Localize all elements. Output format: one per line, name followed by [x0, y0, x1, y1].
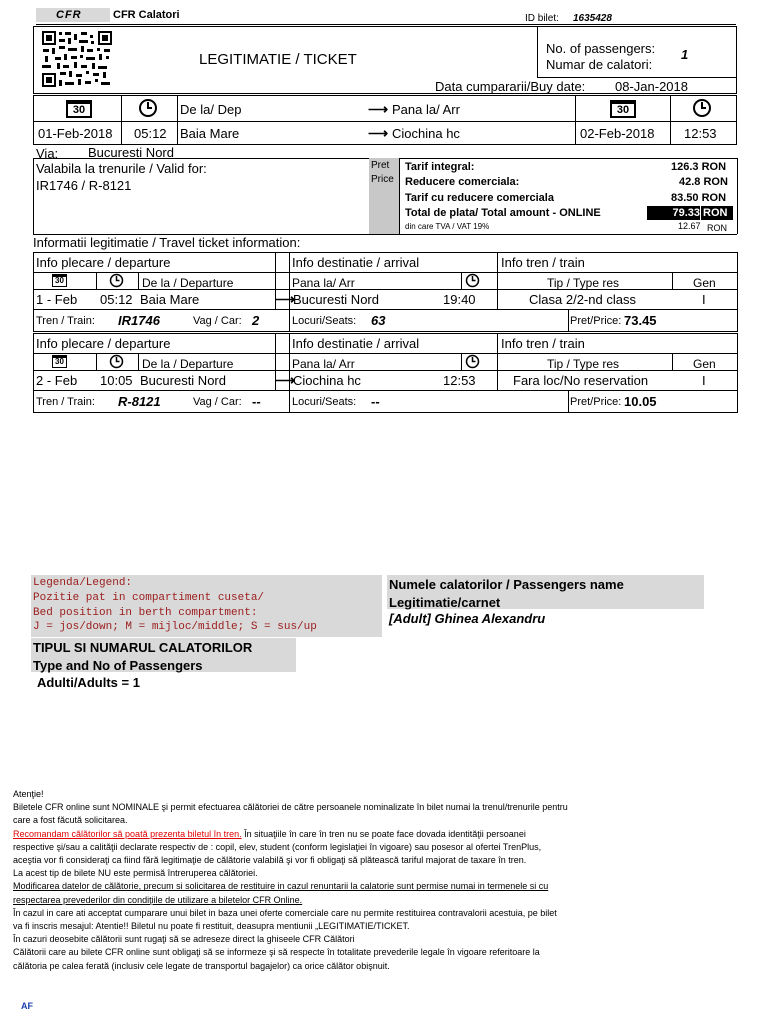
warning-line: La acest tip de bilete NU este permisă întreruperea călătoriei. — [13, 868, 258, 879]
warning-line: Biletele CFR online sunt NOMINALE şi permit efectuarea călătoriei de către persoanele nominalizate în bilet numai la trenul/trenurile pentru — [13, 802, 568, 813]
seg2-time: 10:05 — [100, 373, 133, 388]
seg2-gen: I — [702, 373, 706, 388]
travel-info-title: Informatii legitimatie / Travel ticket information: — [33, 235, 301, 250]
arr-calendar-icon: 30 — [610, 100, 636, 118]
seg1-calendar-icon: 30 — [52, 274, 67, 287]
valid-trains: IR1746 / R-8121 — [36, 178, 132, 193]
warning-text — [13, 788, 653, 973]
seg1-arr-col: Pana la/ Arr — [292, 276, 355, 290]
seg2-type-col: Tip / Type res — [547, 357, 620, 371]
seg2-arr-clock-icon — [465, 354, 480, 369]
seg2-train-header: Info tren / train — [501, 336, 585, 351]
seg1-train-label: Tren / Train: — [36, 315, 95, 327]
price-row-label: Reducere comerciala: — [405, 176, 520, 188]
qr-code — [41, 30, 113, 88]
warning-line: În cazul in care ati acceptat cumparare unui bilet in baza unei oferte comerciale care nu permite restituirea contravalorii acestuia, pe bilet — [13, 907, 557, 918]
total-value: 79.33 — [647, 206, 700, 220]
dep-label: De la/ Dep — [180, 102, 242, 117]
seg1-type-col: Tip / Type res — [547, 276, 620, 290]
dep-clock-icon — [138, 98, 158, 118]
seg1-to: Bucuresti Nord — [293, 292, 379, 307]
warning-line: În cazuri deosebite călătorii sunt rugaţi să se adreseze direct la ghiseele CFR Călători — [13, 934, 355, 945]
seg2-seats: -- — [371, 394, 380, 409]
total-label: Total de plata/ Total amount - ONLINE — [405, 207, 601, 219]
passengers-title: Numele calatorilor / Passengers name — [389, 577, 624, 592]
arrow-right-icon: ⟶ — [275, 372, 296, 388]
company-name: CFR Calatori — [113, 9, 180, 21]
vat-label: din care TVA / VAT 19% — [405, 222, 490, 231]
vat-currency: RON — [707, 223, 727, 233]
seg2-dep-clock-icon — [109, 354, 124, 369]
seg2-dep-header: Info plecare / departure — [36, 336, 171, 351]
seg2-to: Ciochina hc — [293, 373, 361, 388]
passenger-name: [Adult] Ghinea Alexandru — [389, 611, 546, 626]
footer-code: AF — [21, 1001, 33, 1011]
seg2-seats-label: Locuri/Seats: — [292, 396, 357, 408]
seg1-price: 73.45 — [624, 313, 657, 328]
seg2-car-label: Vag / Car: — [193, 396, 242, 408]
types-title: TIPUL SI NUMARUL CALATORILOR — [33, 640, 253, 655]
types-value: Adulti/Adults = 1 — [37, 675, 140, 690]
price-row-label: Tarif cu reducere comerciala — [405, 192, 554, 204]
seg2-date: 2 - Feb — [36, 373, 78, 388]
seg2-dest-header: Info destinatie / arrival — [292, 336, 420, 351]
arr-time: 12:53 — [684, 126, 717, 141]
dep-calendar-icon: 30 — [66, 100, 92, 118]
seg1-seats: 63 — [371, 313, 386, 328]
legend-line: J = jos/down; M = mijloc/middle; S = sus/up — [33, 621, 317, 633]
valid-for-label: Valabila la trenurile / Valid for: — [36, 161, 207, 176]
legend-line: Pozitie pat in compartiment cuseta/ — [33, 592, 265, 604]
seg1-gen: I — [702, 292, 706, 307]
warning-line-rest: În situaţiile în care în tren nu se poate face dovada identităţii persoanei — [241, 828, 526, 839]
buy-date-value: 08-Jan-2018 — [615, 79, 688, 94]
dep-date: 01-Feb-2018 — [38, 126, 113, 141]
warning-line: Modificarea datelor de călătorie, precum si solicitarea de restituire in cazul renuntarii la calatorie sunt permise numai in termenele si cu — [13, 881, 549, 892]
warning-line: care a fost făcută solicitarea. — [13, 815, 128, 826]
seg2-calendar-icon: 30 — [52, 355, 67, 368]
arrow-right-icon: ⟶ — [368, 125, 389, 141]
warning-line — [13, 828, 653, 841]
seg1-type: Clasa 2/2-nd class — [529, 292, 636, 307]
seg2-type: Fara loc/No reservation — [513, 373, 649, 388]
passengers-count: 1 — [681, 47, 689, 62]
total-currency: RON — [701, 206, 733, 220]
warning-line: călătoria pe calea ferată (inclusiv cele legate de transportul bagajelor) ca orice călător obişnuit. — [13, 960, 390, 971]
arr-label: Pana la/ Arr — [392, 102, 460, 117]
via-label: Via: — [36, 146, 59, 161]
warning-line: Atenţie! — [13, 789, 44, 799]
seg2-dep-col: De la / Departure — [142, 357, 234, 371]
ticket-id-value: 1635428 — [573, 13, 612, 24]
seg1-gen-col: Gen — [693, 276, 716, 290]
seg2-price-label: Pret/Price: — [570, 396, 622, 408]
seg1-seats-label: Locuri/Seats: — [292, 315, 357, 327]
types-subtitle: Type and No of Passengers — [33, 658, 203, 673]
dep-time: 05:12 — [134, 126, 167, 141]
warning-line: aceştia vor fi consideraţi ca fiind fără legitimaţie de călătorie valabilă şi vor fi obligaţi să plătească tariful majorat de taxare în tren. — [13, 855, 527, 866]
warning-line: Călătorii care au bilete CFR online sunt obligaţi să se informeze şi să respecte în totalitate prevederile legale în vigoare referitoare la — [13, 947, 540, 958]
seg1-price-label: Pret/Price: — [570, 315, 622, 327]
arr-date: 02-Feb-2018 — [580, 126, 655, 141]
warning-highlight: Recomandam călătorilor să poată prezenta biletul în tren. — [13, 828, 242, 839]
seg1-time: 05:12 — [100, 292, 133, 307]
warning-line: respectarea prevederilor din condiţiile de utilizare a biletelor CFR Online. — [13, 894, 303, 905]
seg2-arr-col: Pana la/ Arr — [292, 357, 355, 371]
arrow-right-icon: ⟶ — [275, 291, 296, 307]
seg1-dep-header: Info plecare / departure — [36, 255, 171, 270]
seg1-arr-time: 19:40 — [443, 292, 476, 307]
arr-clock-icon — [692, 98, 712, 118]
price-label-en: Price — [371, 174, 394, 185]
seg2-gen-col: Gen — [693, 357, 716, 371]
passengers-subtitle: Legitimatie/carnet — [389, 595, 501, 610]
warning-line: respective şi/sau a calităţii declarate respectiv de : copil, elev, student (conform legislaţiei în vigoare) sau posesor al ofertei TrenPlus, — [13, 841, 542, 852]
seg2-car: -- — [252, 394, 261, 409]
warning-line: va fi inscris mesajul: Atentie!! Biletul nu poate fi restituit, deasupra mentiunii „LEGITIMATIE/TICKET. — [13, 921, 410, 932]
seg1-dep-col: De la / Departure — [142, 276, 234, 290]
seg1-train-header: Info tren / train — [501, 255, 585, 270]
price-label-ro: Pret — [371, 160, 390, 171]
seg1-from: Baia Mare — [140, 292, 200, 307]
seg1-date: 1 - Feb — [36, 292, 78, 307]
legend-line: Legenda/Legend: — [33, 577, 133, 589]
cfr-logo-text: CFR — [56, 9, 82, 21]
seg2-arr-time: 12:53 — [443, 373, 476, 388]
arrow-right-icon: ⟶ — [368, 101, 389, 117]
ticket-id-label: ID bilet: — [525, 13, 559, 24]
legend-line: Bed position in berth compartment: — [33, 607, 258, 619]
seg2-price: 10.05 — [624, 394, 657, 409]
seg1-train: IR1746 — [118, 313, 160, 328]
price-row-value: 42.8 RON — [679, 176, 728, 188]
seg2-train-label: Tren / Train: — [36, 396, 95, 408]
seg1-car-label: Vag / Car: — [193, 315, 242, 327]
buy-date-label: Data cumpararii/Buy date: — [435, 79, 586, 94]
passengers-label-ro: Numar de calatori: — [546, 57, 653, 72]
price-row-label: Tarif integral: — [405, 161, 475, 173]
seg1-arr-clock-icon — [465, 273, 480, 288]
vat-value: 12.67 — [678, 221, 701, 231]
seg2-train: R-8121 — [118, 394, 161, 409]
dep-station: Baia Mare — [180, 126, 240, 141]
arr-station: Ciochina hc — [392, 126, 460, 141]
price-row-value: 83.50 RON — [671, 192, 727, 204]
passengers-label-en: No. of passengers: — [546, 41, 656, 56]
seg1-dest-header: Info destinatie / arrival — [292, 255, 420, 270]
via-value: Bucuresti Nord — [88, 145, 174, 160]
seg1-car: 2 — [252, 313, 260, 328]
seg2-from: Bucuresti Nord — [140, 373, 226, 388]
price-row-value: 126.3 RON — [671, 161, 727, 173]
ticket-title: LEGITIMATIE / TICKET — [199, 51, 357, 68]
seg1-dep-clock-icon — [109, 273, 124, 288]
